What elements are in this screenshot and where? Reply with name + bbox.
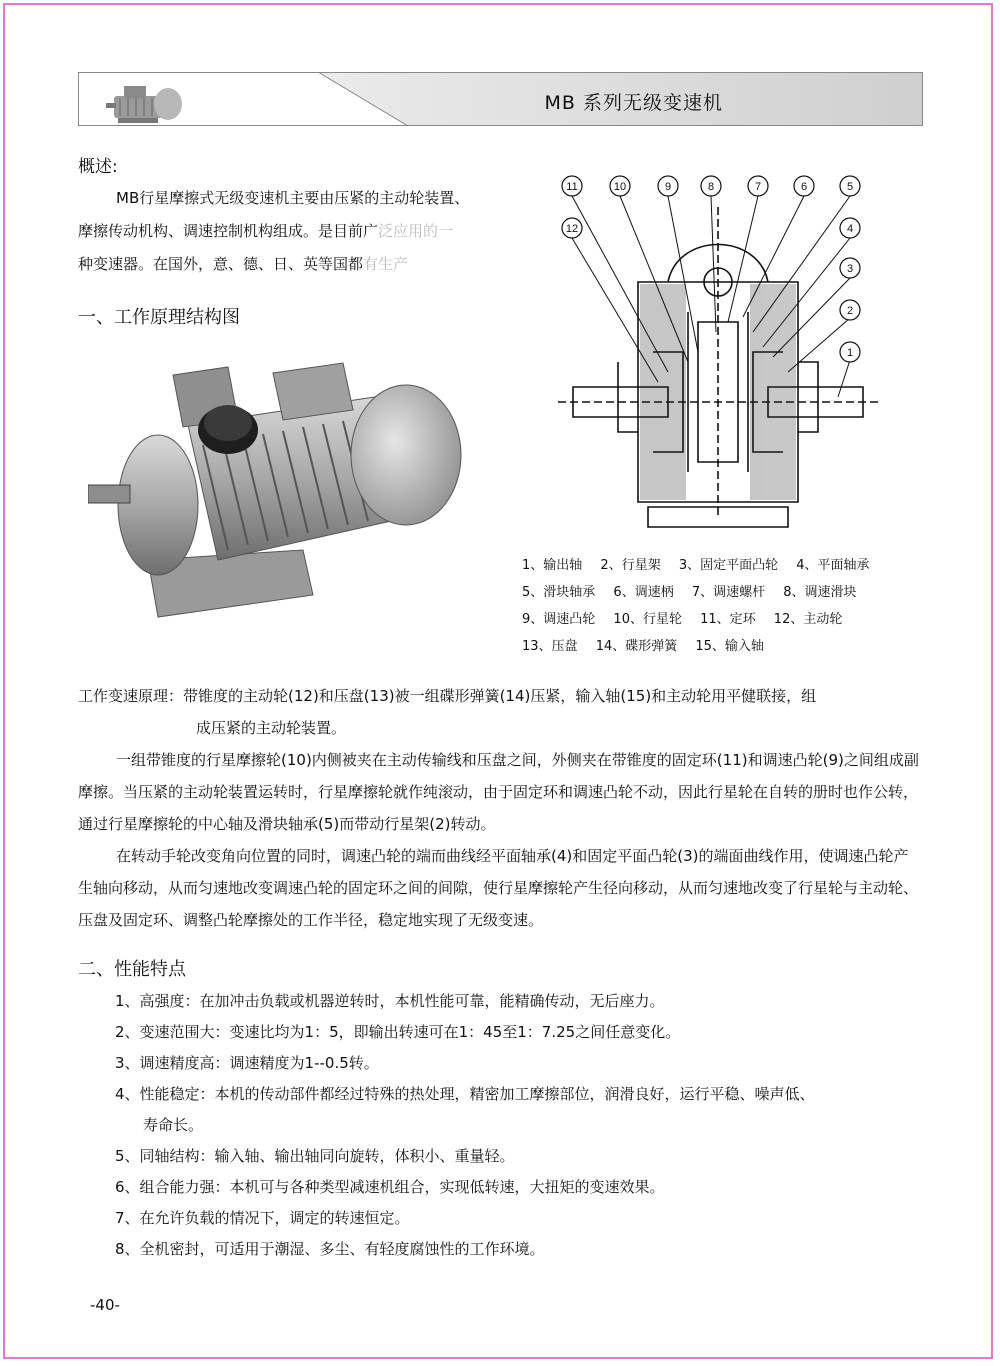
callout-1: 1 xyxy=(846,347,854,359)
overview-line-1: MB行星摩擦式无级变速机主要由压紧的主动轮装置、 xyxy=(116,189,470,207)
section-title-structure: 一、工作原理结构图 xyxy=(78,307,240,328)
feature-item: 5、同轴结构：输入轴、输出轴同向旋转，体积小、重量轻。 xyxy=(115,1147,515,1165)
feature-item: 6、组合能力强：本机可与各种类型减速机组合，实现低转速，大扭矩的变速效果。 xyxy=(115,1178,665,1196)
part-label: 11、定环 xyxy=(700,612,756,627)
callout-2: 2 xyxy=(846,305,854,317)
header-title: MB 系列无级变速机 xyxy=(544,92,723,114)
part-label: 14、碟形弹簧 xyxy=(595,639,678,654)
parts-row xyxy=(522,633,942,660)
parts-row xyxy=(522,579,942,606)
variator-motor-photo xyxy=(88,355,480,625)
overview-title: 概述: xyxy=(78,157,118,177)
header-banner xyxy=(78,72,923,126)
feature-item: 8、全机密封，可适用于潮湿、多尘、有轻度腐蚀性的工作环境。 xyxy=(115,1240,545,1258)
feature-item: 2、变速范围大：变速比均为1：5，即输出转速可在1：45至1：7.25之间任意变化。 xyxy=(115,1023,681,1041)
part-label: 7、调速螺杆 xyxy=(691,585,766,600)
feature-item-continuation: 寿命长。 xyxy=(143,1116,204,1134)
part-label: 4、平面轴承 xyxy=(796,558,870,573)
part-label: 5、滑块轴承 xyxy=(522,585,596,600)
callout-4: 4 xyxy=(846,223,854,235)
working-principle xyxy=(78,680,923,936)
callout-8: 8 xyxy=(707,181,715,193)
principle-line-1: 工作变速原理：带锥度的主动轮(12)和压盘(13)被一组碟形弹簧(14)压紧，输入轴(15)和主动轮用平健联接，组 xyxy=(78,687,817,705)
parts-legend xyxy=(522,552,942,660)
feature-item: 7、在允许负载的情况下，调定的转速恒定。 xyxy=(115,1209,410,1227)
feature-item: 4、性能稳定：本机的传动部件都经过特殊的热处理，精密加工摩擦部位，润滑良好，运行平稳、噪声低、 xyxy=(115,1085,815,1103)
parts-row xyxy=(522,552,942,579)
part-label: 2、行星架 xyxy=(600,558,661,573)
overview-text xyxy=(78,182,518,281)
principle-line-2: 成压紧的主动轮装置。 xyxy=(196,719,347,737)
overview-faded-2: 有生产 xyxy=(363,255,409,273)
part-label: 1、输出轴 xyxy=(522,558,583,573)
callout-6: 6 xyxy=(800,181,808,193)
feature-item: 1、高强度：在加冲击负载或机器逆转时，本机性能可靠，能精确传动，无后座力。 xyxy=(115,992,665,1010)
part-label: 13、压盘 xyxy=(522,639,578,654)
callout-3: 3 xyxy=(846,263,854,275)
part-label: 8、调速滑块 xyxy=(783,585,857,600)
principle-paragraph-2: 一组带锥度的行星摩擦轮(10)内侧被夹在主动传输线和压盘之间，外侧夹在带锥度的固定环(11)和调速凸轮(9)之间组成副摩擦。当压紧的主动轮装置运转时，行星摩擦轮就作纯滚动，由于固定环和调速凸轮不动，因此行星轮在自转的册时也作公转，通过行星摩擦轮的中心轴及滑块轴承(5)而带动行星架(2)转动。 xyxy=(78,751,919,833)
features-list xyxy=(115,986,925,1265)
callout-12: 12 xyxy=(565,223,579,235)
page-number: -40- xyxy=(90,1296,120,1314)
cross-section-diagram xyxy=(548,172,888,542)
section-title-features: 二、性能特点 xyxy=(78,959,186,980)
part-label: 12、主动轮 xyxy=(773,612,843,627)
feature-item: 3、调速精度高：调速精度为1--0.5转。 xyxy=(115,1054,379,1072)
overview-faded-1: 泛应用的一 xyxy=(378,222,454,240)
part-label: 9、调速凸轮 xyxy=(522,612,596,627)
part-label: 10、行星轮 xyxy=(613,612,682,627)
callout-11: 11 xyxy=(566,181,578,193)
callout-5: 5 xyxy=(846,181,854,193)
part-label: 3、固定平面凸轮 xyxy=(678,558,779,573)
parts-row xyxy=(522,606,942,633)
header-banner-shape xyxy=(78,72,923,126)
overview-line-3: 种变速器。在国外，意、德、日、英等国都 xyxy=(78,255,364,273)
callout-10: 10 xyxy=(613,181,627,193)
callout-9: 9 xyxy=(664,181,672,193)
principle-paragraph-3: 在转动手轮改变角向位置的同时，调速凸轮的端而曲线经平面轴承(4)和固定平面凸轮(3)的端面曲线作用，使调速凸轮产生轴向移动，从而匀速地改变调速凸轮的固定环之间的间隙，使行星摩擦轮产生径向移动，从而匀速地改变了行星轮与主动轮、压盘及固定环、调整凸轮摩擦处的工作半径，稳定地实现了无级变速。 xyxy=(78,847,919,929)
part-label: 6、调速柄 xyxy=(613,585,674,600)
callout-7: 7 xyxy=(754,181,762,193)
part-label: 15、输入轴 xyxy=(695,639,764,654)
overview-line-2: 摩擦传动机构、调速控制机构组成。是目前广 xyxy=(78,222,379,240)
